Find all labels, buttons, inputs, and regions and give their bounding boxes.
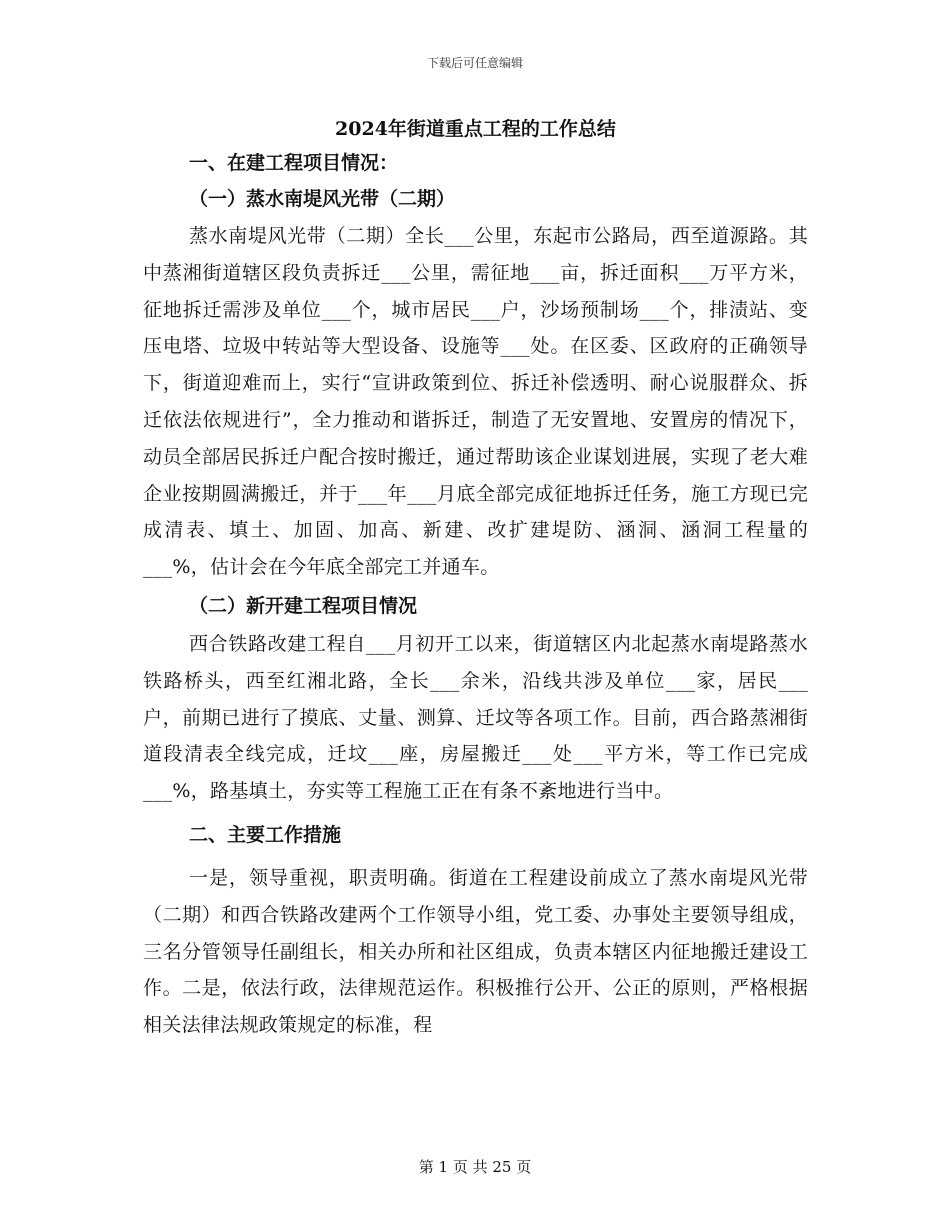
subsection-heading-2: （二）新开建工程项目情况 [189, 594, 418, 617]
subsection-heading-1: （一）蒸水南堤风光带（二期） [189, 188, 456, 210]
paragraph-3: 一是，领导重视，职责明确。街道在工程建设前成立了蒸水南堤风光带（二期）和西合铁路改建两个工作领导小组，党工委、办事处主要领导组成，三名分管领导任副组长，相关办所和社区组成，负责本辖区内征地搬迁建设工作。二是，依法行政，法律规范运作。积极推行公开、公正的原则，严格根据相关法律法规政策规定的标准，程 [143, 866, 808, 1037]
page-number: 第 1 页 共 25 页 [418, 1158, 532, 1176]
document-title: 2024年街道重点工程的工作总结 [335, 118, 616, 140]
section-heading-2: 二、主要工作措施 [189, 823, 342, 846]
section-heading-1: 一、在建工程项目情况： [189, 152, 399, 174]
document-body [143, 112, 808, 1044]
paragraph-1: 蒸水南堤风光带（二期）全长___公里，东起市公路局，西至道源路。其中蒸湘街道辖区段负责拆迁___公里，需征地___亩，拆迁面积___万平方米，征地拆迁需涉及单位___个，城市居民___户，沙场预制场___个，排渍站、变压电塔、垃圾中转站等大型设备、设施等___处。在区委、区政府的正确领导下，街道迎难而上，实行“宣讲政策到位、拆迁补偿透明、耐心说服群众、拆迁依法依规进行”，全力推动和谐拆迁，制造了无安置地、安置房的情况下，动员全部居民拆迁户配合按时搬迁，通过帮助该企业谋划进展，实现了老大难企业按期圆满搬迁，并于___年___月底全部完成征地拆迁任务，施工方现已完成清表、填土、加固、加高、新建、改扩建堤防、涵洞、涵洞工程量的___%，估计会在今年底全部完工并通车。 [143, 225, 808, 579]
header-note: 下载后可任意编辑 [426, 56, 523, 70]
paragraph-2: 西合铁路改建工程自___月初开工以来，街道辖区内北起蒸水南堤路蒸水铁路桥头，西至红湘北路，全长___余米，沿线共涉及单位___家，居民___户，前期已进行了摸底、丈量、测算、迁坟等各项工作。目前，西合路蒸湘街道段清表全线完成，迁坟___座，房屋搬迁___处___平方米，等工作已完成___%，路基填土，夯实等工程施工正在有条不紊地进行当中。 [143, 632, 808, 803]
